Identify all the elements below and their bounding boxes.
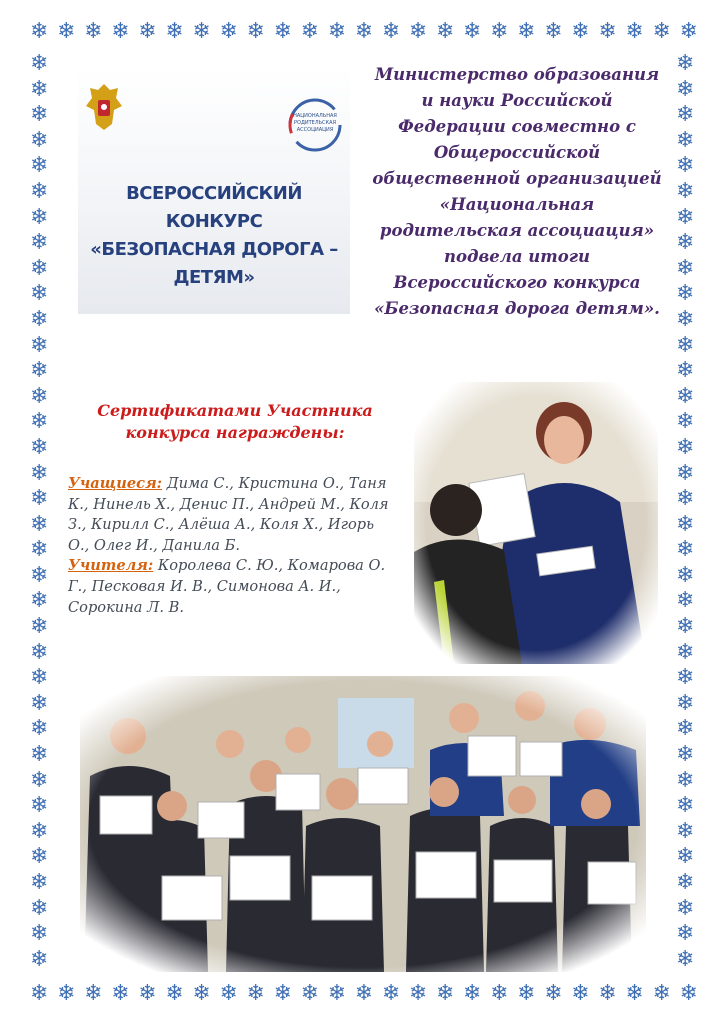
snowflake-icon: ❄ xyxy=(30,460,49,486)
snowflake-icon: ❄ xyxy=(435,19,455,44)
snowflake-icon: ❄ xyxy=(463,19,482,44)
snowflake-icon: ❄ xyxy=(676,716,695,742)
snowflake-icon: ❄ xyxy=(676,102,695,128)
snowflake-icon: ❄ xyxy=(30,921,49,947)
snowflake-icon: ❄ xyxy=(57,981,76,1006)
snowflake-icon: ❄ xyxy=(30,153,49,179)
snowflake-icon: ❄ xyxy=(30,511,49,537)
snowflake-icon: ❄ xyxy=(327,19,347,44)
snowflake-icon: ❄ xyxy=(676,358,695,384)
snowflake-icon: ❄ xyxy=(30,409,49,435)
snowflake-icon: ❄ xyxy=(676,818,695,844)
snowflake-icon: ❄ xyxy=(30,434,49,460)
snowflake-icon: ❄ xyxy=(30,383,49,409)
snowflake-icon: ❄ xyxy=(30,102,49,128)
snowflake-icon: ❄ xyxy=(676,665,695,691)
snowflake-icon: ❄ xyxy=(676,255,695,281)
snowflake-icon: ❄ xyxy=(219,981,238,1006)
snowflake-icon: ❄ xyxy=(246,981,265,1006)
snowflake-icon: ❄ xyxy=(676,153,695,179)
snowflake-icon: ❄ xyxy=(381,19,401,44)
snowflake-icon: ❄ xyxy=(30,358,49,384)
snowflake-icon: ❄ xyxy=(408,981,428,1006)
border-left xyxy=(30,52,48,972)
snowflake-icon: ❄ xyxy=(676,562,695,588)
snowflake-icon: ❄ xyxy=(652,981,671,1006)
snowflake-icon: ❄ xyxy=(219,19,238,44)
snowflake-icon: ❄ xyxy=(676,51,695,76)
snowflake-icon: ❄ xyxy=(30,793,49,819)
snowflake-icon: ❄ xyxy=(676,639,695,665)
snowflake-icon: ❄ xyxy=(327,981,347,1006)
snowflake-icon: ❄ xyxy=(30,51,49,76)
snowflake-icon: ❄ xyxy=(676,537,695,563)
snowflake-icon: ❄ xyxy=(571,981,590,1006)
snowflake-icon: ❄ xyxy=(676,767,695,793)
snowflake-icon: ❄ xyxy=(676,434,695,460)
snowflake-icon: ❄ xyxy=(84,19,103,44)
snowflake-icon: ❄ xyxy=(544,19,563,44)
snowflake-icon: ❄ xyxy=(30,255,49,281)
snowflake-icon: ❄ xyxy=(30,230,49,256)
snowflake-icon: ❄ xyxy=(679,981,698,1006)
snowflake-icon: ❄ xyxy=(676,127,695,153)
snowflake-icon: ❄ xyxy=(463,981,482,1006)
teachers-label: Учителя: xyxy=(68,557,154,575)
snowflake-icon: ❄ xyxy=(30,742,49,768)
snowflake-icon: ❄ xyxy=(676,306,695,332)
ministry-announcement: Министерство образования и науки Российской Федерации совместно с Общероссийской общественной организацией «Национальная родительская ассоциация» подвела итоги Всероссийского конкурса «Безопасная дорога детям». xyxy=(372,65,662,318)
snowflake-icon: ❄ xyxy=(30,204,49,230)
snowflake-icon: ❄ xyxy=(676,383,695,409)
snowflake-icon: ❄ xyxy=(676,281,695,307)
snowflake-icon: ❄ xyxy=(30,306,49,332)
snowflake-icon: ❄ xyxy=(676,76,695,102)
teachers-names: Королева С. Ю., Комарова О. Г., Песковая И. В., Симонова А. И., Сорокина Л. В. xyxy=(68,557,386,616)
snowflake-icon: ❄ xyxy=(30,127,49,153)
snowflake-icon: ❄ xyxy=(246,19,265,44)
snowflake-icon: ❄ xyxy=(30,844,49,870)
snowflake-icon: ❄ xyxy=(408,19,428,44)
snowflake-icon: ❄ xyxy=(598,19,617,44)
snowflake-icon: ❄ xyxy=(111,19,130,44)
group-photo xyxy=(80,676,646,972)
snowflake-icon: ❄ xyxy=(138,19,157,44)
snowflake-icon: ❄ xyxy=(676,690,695,716)
snowflake-icon: ❄ xyxy=(30,76,49,102)
snowflake-icon: ❄ xyxy=(30,178,49,204)
snowflake-icon: ❄ xyxy=(517,19,536,44)
snowflake-icon: ❄ xyxy=(676,178,695,204)
snowflake-icon: ❄ xyxy=(30,639,49,665)
snowflake-icon: ❄ xyxy=(676,742,695,768)
snowflake-icon: ❄ xyxy=(30,716,49,742)
snowflake-icon: ❄ xyxy=(676,895,695,921)
snowflake-icon: ❄ xyxy=(30,486,49,512)
snowflake-icon: ❄ xyxy=(571,19,590,44)
snowflake-icon: ❄ xyxy=(625,981,644,1006)
border-bottom xyxy=(30,982,698,1006)
snowflake-icon: ❄ xyxy=(273,19,292,44)
snowflake-icon: ❄ xyxy=(165,19,184,44)
snowflake-icon: ❄ xyxy=(30,895,49,921)
snowflake-icon: ❄ xyxy=(676,409,695,435)
contest-banner xyxy=(78,68,350,314)
snowflake-icon: ❄ xyxy=(676,230,695,256)
snowflake-icon: ❄ xyxy=(57,19,76,44)
snowflake-icon: ❄ xyxy=(30,818,49,844)
snowflake-icon: ❄ xyxy=(679,19,698,44)
snowflake-icon: ❄ xyxy=(676,588,695,614)
border-top xyxy=(30,20,698,44)
snowflake-icon: ❄ xyxy=(30,562,49,588)
border-right xyxy=(676,52,694,972)
snowflake-icon: ❄ xyxy=(676,204,695,230)
students-names: Дима С., Кристина О., Таня К., Нинель Х., Денис П., Андрей М., Коля З., Кирилл С., Алёша А., Коля Х., Игорь О., Олег И., Данила Б. xyxy=(68,475,389,554)
snowflake-icon: ❄ xyxy=(676,793,695,819)
snowflake-icon: ❄ xyxy=(30,281,49,307)
snowflake-icon: ❄ xyxy=(30,946,49,972)
snowflake-icon: ❄ xyxy=(676,460,695,486)
snowflake-icon: ❄ xyxy=(354,981,374,1006)
snowflake-icon: ❄ xyxy=(300,19,320,44)
snowflake-icon: ❄ xyxy=(165,981,184,1006)
snowflake-icon: ❄ xyxy=(273,981,292,1006)
snowflake-icon: ❄ xyxy=(676,486,695,512)
snowflake-icon: ❄ xyxy=(192,19,211,44)
snowflake-icon: ❄ xyxy=(30,588,49,614)
snowflake-icon: ❄ xyxy=(30,981,49,1006)
snowflake-icon: ❄ xyxy=(381,981,401,1006)
snowflake-icon: ❄ xyxy=(544,981,563,1006)
snowflake-icon: ❄ xyxy=(490,19,509,44)
contest-title: ВСЕРОССИЙСКИЙ КОНКУРС «БЕЗОПАСНАЯ ДОРОГА – ДЕТЯМ» xyxy=(90,183,338,288)
snowflake-icon: ❄ xyxy=(354,19,374,44)
snowflake-icon: ❄ xyxy=(676,946,695,972)
snowflake-icon: ❄ xyxy=(111,981,130,1006)
snowflake-icon: ❄ xyxy=(30,690,49,716)
students-label: Учащиеся: xyxy=(68,475,163,492)
snowflake-icon: ❄ xyxy=(598,981,617,1006)
snowflake-icon: ❄ xyxy=(517,981,536,1006)
snowflake-icon: ❄ xyxy=(676,870,695,895)
snowflake-icon: ❄ xyxy=(435,981,455,1006)
snowflake-icon: ❄ xyxy=(30,537,49,563)
snowflake-icon: ❄ xyxy=(30,665,49,691)
snowflake-icon: ❄ xyxy=(30,614,49,640)
participants-list xyxy=(68,474,398,618)
certificates-heading: Сертификатами Участника конкурса награждены: xyxy=(97,401,373,442)
snowflake-icon: ❄ xyxy=(138,981,157,1006)
snowflake-icon: ❄ xyxy=(676,332,695,358)
snowflake-icon: ❄ xyxy=(676,511,695,537)
snowflake-icon: ❄ xyxy=(30,19,49,44)
snowflake-icon: ❄ xyxy=(625,19,644,44)
snowflake-icon: ❄ xyxy=(490,981,509,1006)
snowflake-icon: ❄ xyxy=(192,981,211,1006)
snowflake-icon: ❄ xyxy=(676,614,695,640)
snowflake-icon: ❄ xyxy=(30,332,49,358)
parent-association-logo-text: НАЦИОНАЛЬНАЯ РОДИТЕЛЬСКАЯ АССОЦИАЦИЯ xyxy=(293,113,337,133)
snowflake-icon: ❄ xyxy=(652,19,671,44)
snowflake-icon: ❄ xyxy=(676,921,695,947)
snowflake-icon: ❄ xyxy=(84,981,103,1006)
snowflake-icon: ❄ xyxy=(30,767,49,793)
snowflake-icon: ❄ xyxy=(30,870,49,895)
coat-of-arms-icon xyxy=(84,80,124,134)
snowflake-icon: ❄ xyxy=(300,981,320,1006)
snowflake-icon: ❄ xyxy=(676,844,695,870)
certificate-handover-photo xyxy=(414,382,658,664)
